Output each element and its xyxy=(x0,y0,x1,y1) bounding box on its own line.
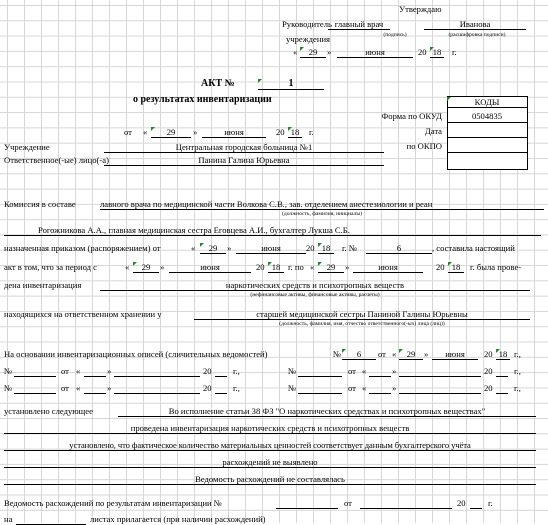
order-year-suffix[interactable]: 18 xyxy=(318,243,334,254)
okud-label: Форма по ОКУД xyxy=(381,111,442,121)
comment-marker-icon xyxy=(318,243,322,247)
basis-blank-year[interactable] xyxy=(215,366,227,377)
findings-line3[interactable]: установлено, что фактическое количество материальных ценностей соответствует данным бухгалтерского учёта xyxy=(4,440,536,451)
custody-value[interactable]: старшей медицинской сестры Паниной Галины Юрьевны xyxy=(194,309,530,320)
footer-number-field[interactable] xyxy=(276,498,338,509)
comment-marker-icon xyxy=(399,349,403,353)
comment-marker-icon xyxy=(448,262,452,266)
act-month[interactable]: июня xyxy=(202,127,266,138)
footer-line2: листах прилагается (при наличии расхождений) xyxy=(90,514,266,524)
footer-year-field[interactable] xyxy=(470,498,482,509)
basis-blank-month[interactable] xyxy=(114,366,200,377)
act-day[interactable]: 29 xyxy=(151,127,191,138)
comment-marker-icon xyxy=(318,262,322,266)
approval-head-label: Руководитель xyxy=(282,19,332,29)
approval-month[interactable]: июня xyxy=(337,47,413,58)
footer-line2-prefix: на xyxy=(4,514,13,524)
comment-marker-icon xyxy=(258,79,262,83)
period-from-year-suffix[interactable]: 18 xyxy=(268,262,284,273)
act-from-label: от xyxy=(124,127,132,137)
approval-name[interactable]: Иванова xyxy=(424,19,526,30)
responsible-value[interactable]: Панина Галина Юрьевна xyxy=(104,155,384,166)
approval-decode-caption: (расшифровка подписи) xyxy=(448,32,506,38)
basis-label: На основании инвентаризационных описей (сличительных ведомостей) xyxy=(4,349,268,359)
footer-date-field[interactable] xyxy=(360,498,452,509)
period-g-po: г. по xyxy=(288,262,304,272)
basis-blank-month[interactable] xyxy=(114,383,200,394)
inventory-label: дена инвентаризация xyxy=(4,280,82,290)
basis-number[interactable]: 6 xyxy=(342,349,376,360)
order-year-prefix: 20 xyxy=(306,243,315,253)
findings-line2[interactable]: проведена инвентаризация наркотических средств и психотропных веществ xyxy=(4,423,536,434)
codes-header: КОДЫ xyxy=(474,97,500,107)
okud-value[interactable]: 0504835 xyxy=(471,111,503,121)
order-day[interactable]: 29 xyxy=(200,243,226,254)
findings-line1[interactable]: Во исполнение статьи 38 ФЗ "О наркотических средствах и психотропных веществах" xyxy=(118,406,536,417)
act-number[interactable]: 1 xyxy=(258,79,324,90)
basis-blank-number[interactable] xyxy=(298,383,342,394)
order-text: назначенная приказом (распоряжением) от xyxy=(4,243,161,253)
basis-blank-year[interactable] xyxy=(496,366,508,377)
commission-caption1: (должность, фамилия, инициалы) xyxy=(281,211,362,217)
basis-blank-day[interactable] xyxy=(369,366,391,377)
okpo-value[interactable] xyxy=(447,141,527,151)
commission-line2[interactable]: Рогожникова А.А., главная медицинская сестра Еговцева А.И., бухгалтер Лукша С.Б. xyxy=(4,225,541,236)
approval-year-suffix[interactable]: 18 xyxy=(430,47,444,58)
period-from-day[interactable]: 29 xyxy=(133,262,159,273)
period-from-year-prefix: 20 xyxy=(256,262,265,272)
basis-year-suffix[interactable]: 18 xyxy=(496,349,510,360)
comment-marker-icon xyxy=(342,349,346,353)
custody-label: находящихся на ответственном хранении у xyxy=(4,309,162,319)
institution-label: Учреждение xyxy=(4,142,50,152)
commission-line1[interactable]: лавного врача по медицинской части Волкова С.В., зав. отделением анестезиологии и реан xyxy=(100,199,544,210)
order-month[interactable]: июня xyxy=(236,243,306,254)
approval-org-label: учреждения xyxy=(286,34,331,44)
comment-marker-icon xyxy=(268,262,272,266)
responsible-label: Ответственное(-ые) лицо(-а) xyxy=(4,155,109,165)
comment-marker-icon xyxy=(200,243,204,247)
basis-blank-year[interactable] xyxy=(215,383,227,394)
footer-line1: Ведомость расхождений по результатам инвентаризации № xyxy=(4,498,222,508)
approval-day[interactable]: 29 xyxy=(300,47,326,58)
act-subtitle: о результатах инвентаризации xyxy=(133,94,272,105)
date-label: Дата xyxy=(424,126,442,136)
period-to-year-prefix: 20 xyxy=(436,262,445,272)
act-title-prefix: АКТ № xyxy=(201,78,235,89)
approval-position[interactable]: главный врач xyxy=(328,19,390,30)
comment-marker-icon xyxy=(496,349,500,353)
comment-marker-icon xyxy=(430,47,434,51)
act-year-prefix: 20 xyxy=(276,127,285,137)
basis-blank-month[interactable] xyxy=(399,366,481,377)
footer-sheets-field[interactable] xyxy=(16,514,86,525)
basis-blank-number[interactable] xyxy=(14,366,56,377)
institution-value[interactable]: Центральная городская больница №1 xyxy=(104,142,384,153)
custody-caption: (должность, фамилия, имя, отчество ответственного(-ых) лица (лиц)) xyxy=(279,321,445,327)
order-number[interactable]: 6 xyxy=(366,243,432,254)
inventory-caption: (нефинансовые активы, финансовые активы, расчеты) xyxy=(250,292,380,298)
approval-title: Утверждаю xyxy=(399,4,442,14)
period-text: акт в том, что за период с xyxy=(4,262,97,272)
date-value[interactable] xyxy=(447,126,527,136)
findings-label: установлено следующее xyxy=(4,406,93,416)
basis-blank-number[interactable] xyxy=(298,366,342,377)
inventory-act-sheet: Утверждаю Руководитель главный врач Иванова учреждения (подпись) (расшифровка подписи) « 29 » июня 20 18 г. АКТ № 1 о результатах инвентаризации от « 29 » июня 20 18 г. КОДЫ Форма по ОКУД 0504835 Дата по ОКПО Учреждение Центральная городская больница №1 Ответственное(-ые) лицо(-а) Панина Галина Юрьевна Комиссия в составе лавного врача по медицинской части Волкова С.В., зав. отделением анестезиологии и реан (должность, фамилия, инициалы) Рогожникова А.А., главная медицинская сестра Еговцева А.И., бухгалтер Лукша С.Б. назначенная приказом (распоряжением) от « 29 » июня 20 18 г. № 6 , составила настоящий акт в том, что за период с « 29 » июня 20 18 г. по « 29 » июня 20 18 г. была прове- дена инвентаризация наркотических средств и психотропных веществ (нефинансовые активы, финансовые активы, расчеты) находящихся на ответственном хранении у старшей медицинской сестры Паниной Галины Юрьевны (должность, фамилия, имя, отчество ответственного(-ых) лица (лиц)) На основании инвентаризационных описей (сличительных ведомостей) № 6 от « 29 » июня 20 18 г., № от « » 20 г., № от « » 20 г., № от « » 20 г., № от « » 20 г., установлено следующее Во исполнение статьи 38 ФЗ "О наркотических средствах и психотропных веществах" проведена инвентаризация наркотических средств и психотропных веществ установлено, что фактическое количество материальных ценностей соответствует данным бухгалтерского учёта расхождений не выявлено Ведомость расхождений не составлялась Ведомость расхождений по результатам инвентаризации № от 20 г. на листах прилагается (при наличии расхождений) xyxy=(0,0,548,523)
basis-blank-month[interactable] xyxy=(399,383,481,394)
order-g-no: г. № xyxy=(342,243,358,253)
order-tail: , составила настоящий xyxy=(432,243,515,253)
approval-year-prefix: 20 xyxy=(418,47,427,57)
approval-year-g: г. xyxy=(452,47,457,57)
findings-line4[interactable]: расхождений не выявлено xyxy=(4,457,536,468)
basis-day[interactable]: 29 xyxy=(399,349,423,360)
commission-label: Комиссия в составе xyxy=(4,199,76,209)
basis-blank-day[interactable] xyxy=(84,366,106,377)
period-to-day[interactable]: 29 xyxy=(318,262,344,273)
comment-marker-icon xyxy=(300,47,304,51)
period-to-year-suffix[interactable]: 18 xyxy=(448,262,464,273)
basis-month[interactable]: июня xyxy=(432,349,478,360)
comment-marker-icon xyxy=(133,262,137,266)
basis-blank-year[interactable] xyxy=(496,383,508,394)
act-year-suffix[interactable]: 18 xyxy=(288,127,302,138)
comment-marker-icon xyxy=(288,127,292,131)
okpo-label: по ОКПО xyxy=(406,141,442,151)
comment-marker-icon xyxy=(151,127,155,131)
findings-line5[interactable]: Ведомость расхождений не составлялась xyxy=(4,474,536,485)
act-year-g: г. xyxy=(309,127,314,137)
approval-sig-caption: (подпись) xyxy=(383,32,407,38)
period-from-month[interactable]: июня xyxy=(169,262,251,273)
period-tail: г. была прове- xyxy=(470,262,522,272)
inventory-value[interactable]: наркотических средств и психотропных веществ xyxy=(100,280,530,291)
period-to-month[interactable]: июня xyxy=(353,262,423,273)
basis-blank-number[interactable] xyxy=(14,383,56,394)
basis-blank-day[interactable] xyxy=(369,383,391,394)
comment-marker-icon xyxy=(447,97,451,101)
basis-blank-day[interactable] xyxy=(84,383,106,394)
